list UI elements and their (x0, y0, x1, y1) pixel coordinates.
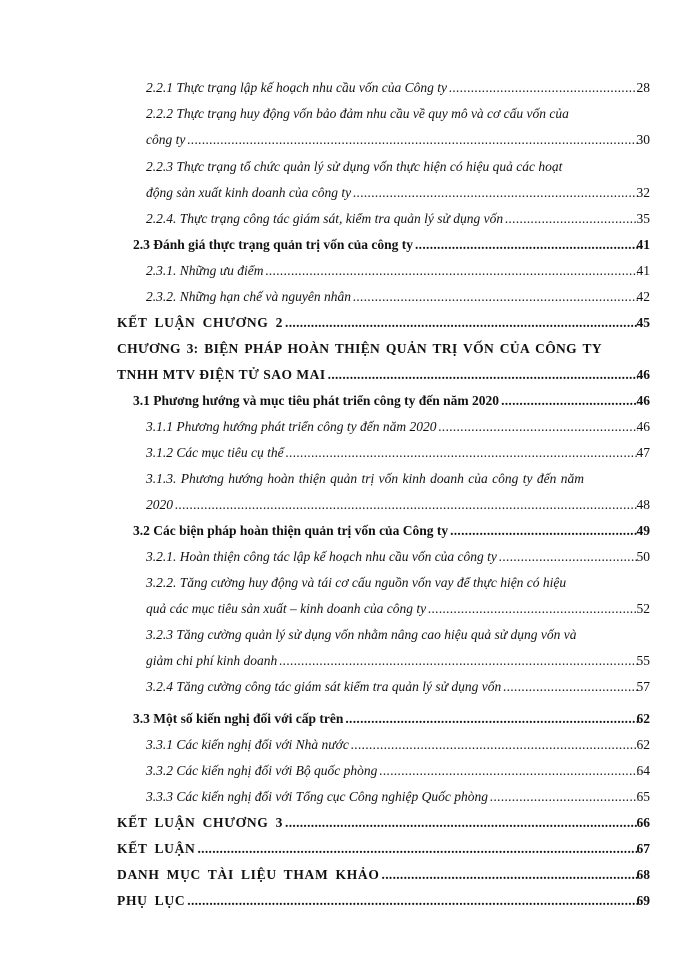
toc-page-number: 68 (636, 867, 650, 882)
toc-entry-leader (146, 493, 638, 517)
toc-entry-3-2-2-cont[interactable] (0, 597, 700, 621)
toc-entry-3-2-2[interactable] (0, 571, 700, 595)
toc-entry-leader (146, 181, 638, 205)
toc-entry-line1 (117, 337, 650, 361)
toc-entry-title: 2.3.2. Những hạn chế và nguyên nhân (146, 289, 351, 304)
toc-entry-title-cont: 2020 (146, 497, 173, 512)
toc-entry-chuong-3-cont[interactable] (0, 363, 700, 387)
toc-entry-title: KẾT LUẬN CHƯƠNG 3 (117, 815, 284, 830)
toc-entry-2-3-1[interactable] (0, 259, 700, 283)
dot-leader (353, 181, 638, 205)
toc-entry-leader (133, 389, 638, 413)
toc-entry-leader (146, 649, 638, 673)
toc-entry-leader (117, 363, 638, 387)
toc-entry-chuong-3[interactable] (0, 337, 700, 361)
toc-entry-title: DANH MỤC TÀI LIỆU THAM KHẢO (117, 867, 380, 882)
toc-entry-3-3-1[interactable] (0, 733, 700, 757)
toc-entry-3-1-1[interactable] (0, 415, 700, 439)
toc-entry-title: 2.2.1 Thực trạng lập kế hoạch nhu cầu vốn của Công ty (146, 80, 447, 95)
dot-leader (428, 597, 638, 621)
dot-leader (285, 811, 638, 835)
toc-entry-3-1[interactable] (0, 389, 700, 413)
dot-leader (286, 441, 638, 465)
dot-leader (382, 863, 638, 887)
toc-entry-2-3[interactable] (0, 233, 700, 257)
toc-entry-ket-luan-chuong-2[interactable] (0, 311, 700, 335)
dot-leader (187, 128, 638, 152)
toc-entry-leader (117, 889, 638, 913)
toc-entry-leader (146, 285, 638, 309)
toc-entry-title: 3.3.3 Các kiến nghị đối với Tổng cục Công nghiệp Quốc phòng (146, 789, 489, 804)
toc-entry-3-1-3-cont[interactable] (0, 493, 700, 517)
toc-entry-2-2-4[interactable] (0, 207, 700, 231)
toc-entry-title: 3.3.2 Các kiến nghị đối với Bộ quốc phòng (146, 763, 378, 778)
toc-page-number: 47 (636, 445, 650, 460)
toc-entry-title: 2.3.1. Những ưu điểm (146, 263, 264, 278)
toc-entry-2-2-3[interactable] (0, 155, 700, 179)
toc-page-number: 55 (636, 653, 650, 668)
toc-entry-3-3-2[interactable] (0, 759, 700, 783)
toc-entry-title-cont: quả các mục tiêu sản xuất – kinh doanh của công ty (146, 601, 427, 616)
toc-entry-leader (133, 233, 638, 257)
toc-entry-leader (146, 545, 638, 569)
toc-entry-leader (117, 863, 638, 887)
toc-entry-ket-luan[interactable] (0, 837, 700, 861)
toc-page-number: 41 (636, 237, 650, 252)
dot-leader (175, 493, 638, 517)
toc-entry-3-2-3-cont[interactable] (0, 649, 700, 673)
toc-entry-title: 3.1.3. Phương hướng hoàn thiện quản trị vốn kinh doanh của công ty đến năm (146, 471, 584, 486)
toc-entry-ket-luan-chuong-3[interactable] (0, 811, 700, 835)
toc-page-number: 50 (636, 549, 650, 564)
toc-entry-leader (146, 259, 638, 283)
toc-entry-title: 3.1.2 Các mục tiêu cụ thể (146, 445, 284, 460)
toc-page-number: 49 (636, 523, 650, 538)
dot-leader (438, 415, 638, 439)
toc-page-number: 42 (636, 289, 650, 304)
toc-entry-title: 3.2.1. Hoàn thiện công tác lập kế hoạch nhu cầu vốn của công ty (146, 549, 497, 564)
toc-entry-3-2-3[interactable] (0, 623, 700, 647)
toc-entry-title-cont: TNHH MTV ĐIỆN TỬ SAO MAI (117, 367, 326, 382)
toc-entry-title: 2.2.2 Thực trạng huy động vốn bảo đảm nhu cầu về quy mô và cơ cấu vốn của (146, 106, 569, 121)
toc-entry-title: 3.3 Một số kiến nghị đối với cấp trên (133, 711, 344, 726)
toc-entry-leader (146, 207, 638, 231)
toc-entry-leader (117, 811, 638, 835)
toc-entry-3-3-3[interactable] (0, 785, 700, 809)
toc-page-number: 41 (636, 263, 650, 278)
toc-entry-title: 2.2.4. Thực trạng công tác giám sát, kiểm tra quản lý sử dụng vốn (146, 211, 504, 226)
toc-page-number: 32 (636, 185, 650, 200)
toc-entry-title-cont: giảm chi phí kinh doanh (146, 653, 278, 668)
toc-entry-leader (133, 519, 638, 543)
toc-entry-2-2-2[interactable] (0, 102, 700, 126)
dot-leader (379, 759, 638, 783)
toc-page-number: 64 (636, 763, 650, 778)
toc-page-number: 69 (636, 893, 650, 908)
toc-entry-title: CHƯƠNG 3: BIỆN PHÁP HOÀN THIỆN QUẢN TRỊ VỐN CỦA CÔNG TY (117, 341, 602, 356)
toc-page-number: 46 (636, 393, 650, 408)
dot-leader (187, 889, 638, 913)
toc-entry-title-cont: động sản xuất kinh doanh của công ty (146, 185, 352, 200)
toc-entry-leader (146, 441, 638, 465)
toc-entry-leader (117, 311, 638, 335)
toc-entry-line1 (146, 571, 650, 595)
toc-entry-title: PHỤ LỤC (117, 893, 186, 908)
toc-entry-line1 (146, 623, 650, 647)
toc-entry-3-1-3[interactable] (0, 467, 700, 491)
toc-entry-leader (146, 76, 638, 100)
toc-page-number: 65 (636, 789, 650, 804)
toc-page-number: 28 (636, 80, 650, 95)
dot-leader (279, 649, 638, 673)
toc-entry-3-2-1[interactable] (0, 545, 700, 569)
toc-page-number: 46 (636, 367, 650, 382)
toc-entry-line1 (146, 155, 650, 179)
dot-leader (415, 233, 638, 257)
toc-entry-title: 3.3.1 Các kiến nghị đối với Nhà nước (146, 737, 349, 752)
toc-page-number: 30 (636, 132, 650, 147)
toc-entry-leader (146, 128, 638, 152)
toc-entry-title: 3.2.2. Tăng cường huy động và tái cơ cấu nguồn vốn vay để thực hiện có hiệu (146, 575, 567, 590)
toc-entry-line1 (146, 467, 650, 491)
toc-entry-title: 2.2.3 Thực trạng tổ chức quản lý sử dụng vốn thực hiện có hiệu quả các hoạt (146, 159, 563, 174)
toc-page-number: 46 (636, 419, 650, 434)
toc-entry-2-2-2-cont[interactable] (0, 128, 700, 152)
toc-entry-title: 3.2.3 Tăng cường quản lý sử dụng vốn nhằm nâng cao hiệu quả sử dụng vốn và (146, 627, 577, 642)
toc-entry-leader (146, 785, 638, 809)
toc-page-number: 48 (636, 497, 650, 512)
toc-entry-leader (146, 733, 638, 757)
toc-entry-2-2-1[interactable] (0, 76, 700, 100)
toc-entry-leader (117, 837, 638, 861)
toc-entry-leader (146, 415, 638, 439)
toc-entry-leader (146, 675, 638, 699)
toc-entry-title: 3.2 Các biện pháp hoàn thiện quản trị vốn của Công ty (133, 523, 449, 538)
dot-leader (198, 837, 639, 861)
toc-page-number: 62 (636, 737, 650, 752)
dot-leader (351, 733, 638, 757)
toc-entry-line1 (146, 102, 650, 126)
toc-entry-title: 2.3 Đánh giá thực trạng quản trị vốn của công ty (133, 237, 413, 252)
toc-page-number: 45 (636, 315, 650, 330)
dot-leader (285, 311, 638, 335)
toc-entry-phu-luc[interactable] (0, 889, 700, 913)
dot-leader (328, 363, 638, 387)
toc-entry-2-3-2[interactable] (0, 285, 700, 309)
toc-entry-leader (146, 759, 638, 783)
toc-entry-title: 3.1 Phương hướng và mục tiêu phát triển công ty đến năm 2020 (133, 393, 500, 408)
toc-entry-3-1-2[interactable] (0, 441, 700, 465)
toc-entry-leader (146, 597, 638, 621)
toc-page-number: 62 (636, 711, 650, 726)
toc-page-number: 66 (636, 815, 650, 830)
dot-leader (265, 259, 638, 283)
toc-entry-title: KẾT LUẬN (117, 841, 196, 856)
toc-page-number: 35 (636, 211, 650, 226)
toc-entry-title: 3.1.1 Phương hướng phát triển công ty đến năm 2020 (146, 419, 437, 434)
toc-entry-2-2-3-cont[interactable] (0, 181, 700, 205)
toc-entry-leader (133, 707, 638, 731)
toc-entry-tai-lieu-tham-khao[interactable] (0, 863, 700, 887)
toc-entry-3-2[interactable] (0, 519, 700, 543)
toc-page-number: 57 (636, 679, 650, 694)
toc-page-number: 52 (636, 601, 650, 616)
toc-entry-3-2-4[interactable] (0, 675, 700, 699)
dot-leader (345, 707, 638, 731)
toc-page-number: 67 (636, 841, 650, 856)
toc-entry-3-3[interactable] (0, 707, 700, 731)
toc-entry-title-cont: công ty (146, 132, 186, 147)
toc-entry-title: 3.2.4 Tăng cường công tác giám sát kiểm tra quản lý sử dụng vốn (146, 679, 502, 694)
toc-entry-title: KẾT LUẬN CHƯƠNG 2 (117, 315, 284, 330)
dot-leader (353, 285, 638, 309)
